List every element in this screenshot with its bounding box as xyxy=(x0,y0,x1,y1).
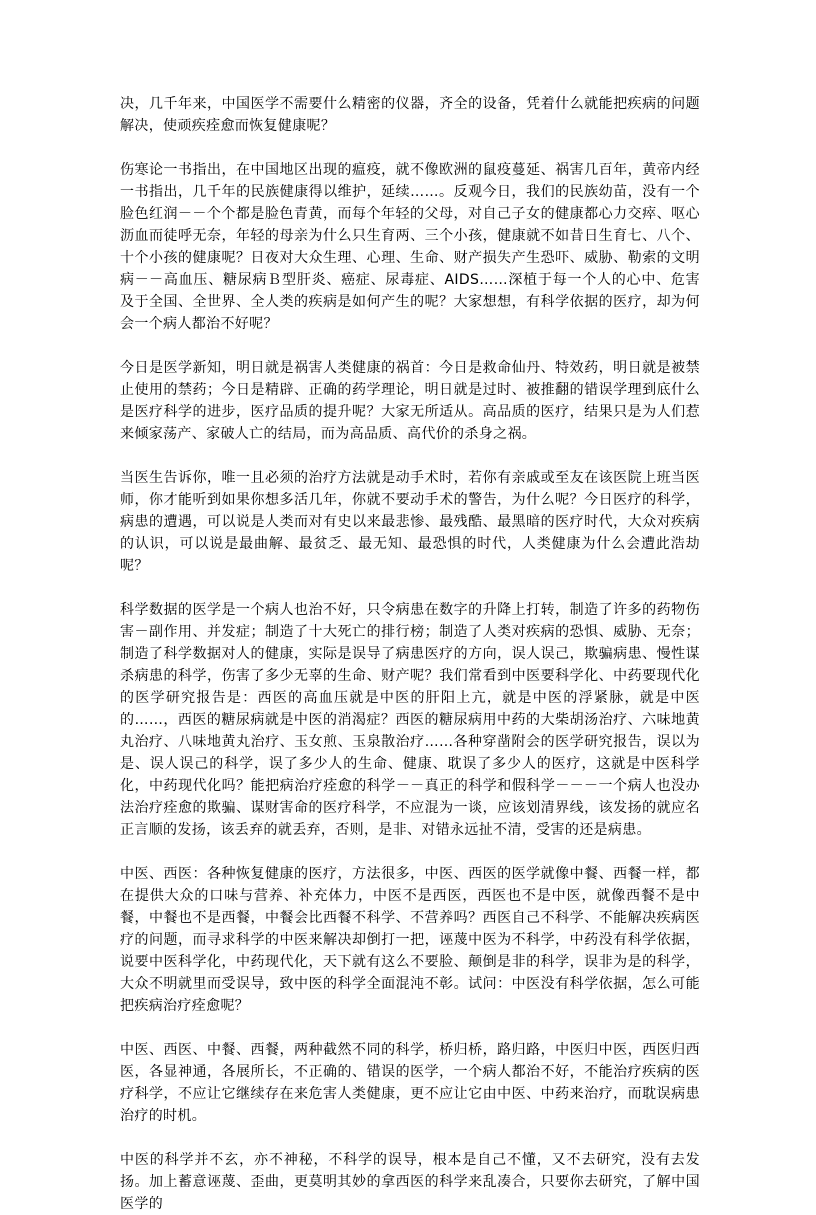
paragraph-8: 中医的科学并不玄，亦不神秘，不科学的误导，根本是自己不懂，又不去研究，没有去发扬。加上蓄意诬蔑、歪曲，更莫明其妙的拿西医的科学来乱凑合，只要你去研究，了解中国医学的 xyxy=(120,1152,700,1212)
paragraph-6: 中医、西医：各种恢复健康的医疗，方法很多，中医、西医的医学就像中餐、西餐一样，都在提供大众的口味与营养、补充体力，中医不是西医，西医也不是中医，就像西餐不是中餐，中餐也不是西餐，中餐会比西餐不科学、不营养吗？西医自己不科学、不能解决疾病医疗的问题，而寻求科学的中医来解决却倒打一把，诬蔑中医为不科学，中药没有科学依据，说要中医科学化，中药现代化，天下就有这么不要脸、颠倒是非的科学，误非为是的科学，大众不明就里而受误导，致中医的科学全面混沌不彰。试问：中医没有科学依据，怎么可能把疾病治疗痊愈呢？ xyxy=(120,866,700,1014)
paragraph-4: 当医生告诉你，唯一且必须的治疗方法就是动手术时，若你有亲戚或至友在该医院上班当医师，你才能听到如果你想多活几年，你就不要动手术的警告，为什么呢？今日医疗的科学，病患的遭遇，可以说是人类而对有史以来最悲惨、最残酷、最黑暗的医疗时代，大众对疾病的认识，可以说是最曲解、最贫乏、最无知、最恐惧的时代，人类健康为什么会遭此浩劫呢？ xyxy=(120,470,700,574)
paragraph-1: 决，几千年来，中国医学不需要什么精密的仪器，齐全的设备，凭着什么就能把疾病的问题解决，使顽疾痊愈而恢复健康呢？ xyxy=(120,96,700,134)
document-page xyxy=(120,93,700,1215)
paragraph-2: 伤寒论一书指出，在中国地区出现的瘟疫，就不像欧洲的鼠疫蔓延、祸害几百年，黄帝内经一书指出，几千年的民族健康得以维护，延续……。反观今日，我们的民族幼苗，没有一个脸色红润－－个个都是脸色青黄，而每个年轻的父母，对自己子女的健康都心力交瘁、呕心沥血而徒呼无奈，年轻的母亲为什么只生育两、三个小孩，健康就不如昔日生育七、八个、十个小孩的健康呢？日夜对大众生理、心理、生命、财产损失产生恐吓、威胁、勒索的文明病－－高血压、糖尿病Ｂ型肝炎、癌症、尿毒症、AIDS……深植于每一个人的心中、危害及于全国、全世界、全人类的疾病是如何产生的呢？大家想想，有科学依据的医疗，却为何会一个病人都治不好呢？ xyxy=(120,162,700,332)
paragraph-7: 中医、西医、中餐、西餐，两种截然不同的科学，桥归桥，路归路，中医归中医，西医归西医，各显神通，各展所长，不正确的、错误的医学，一个病人都治不好，不能治疗疾病的医疗科学，不应让它继续存在来危害人类健康，更不应让它由中医、中药来治疗，而耽误病患治疗的时机。 xyxy=(120,1042,700,1124)
paragraph-5: 科学数据的医学是一个病人也治不好，只令病患在数字的升降上打转，制造了许多的药物伤害－副作用、并发症；制造了十大死亡的排行榜；制造了人类对疾病的恐惧、威胁、无奈；制造了科学数据对人的健康，实际是误导了病患医疗的方向，误人误己，欺骗病患、慢性谋杀病患的科学，伤害了多少无辜的生命、财产呢？我们常看到中医要科学化、中药要现代化的医学研究报告是：西医的高血压就是中医的肝阳上亢，就是中医的浮紧脉，就是中医的……，西医的糖尿病就是中医的消渴症？西医的糖尿病用中药的大柴胡汤治疗、六味地黄丸治疗、八味地黄丸治疗、玉女煎、玉泉散治疗……各种穿凿附会的医学研究报告，误以为是、误人误己的科学，误了多少人的生命、健康、耽误了多少人的医疗，这就是中医科学化，中药现代化吗？能把病治疗痊愈的科学－－真正的科学和假科学－－－一个病人也没办法治疗痊愈的欺骗、谋财害命的医疗科学，不应混为一谈，应该划清界线，该发扬的就应名正言顺的发扬，该丢弃的就丢弃，否则，是非、对错永远扯不清，受害的还是病患。 xyxy=(120,602,700,838)
paragraph-3: 今日是医学新知，明日就是祸害人类健康的祸首：今日是救命仙丹、特效药，明日就是被禁止使用的禁药；今日是精辟、正确的药学理论，明日就是过时、被推翻的错误学理到底什么是医疗科学的进步，医疗品质的提升呢？大家无所适从。高品质的医疗，结果只是为人们惹来倾家荡产、家破人亡的结局，而为高品质、高代价的杀身之祸。 xyxy=(120,360,700,442)
